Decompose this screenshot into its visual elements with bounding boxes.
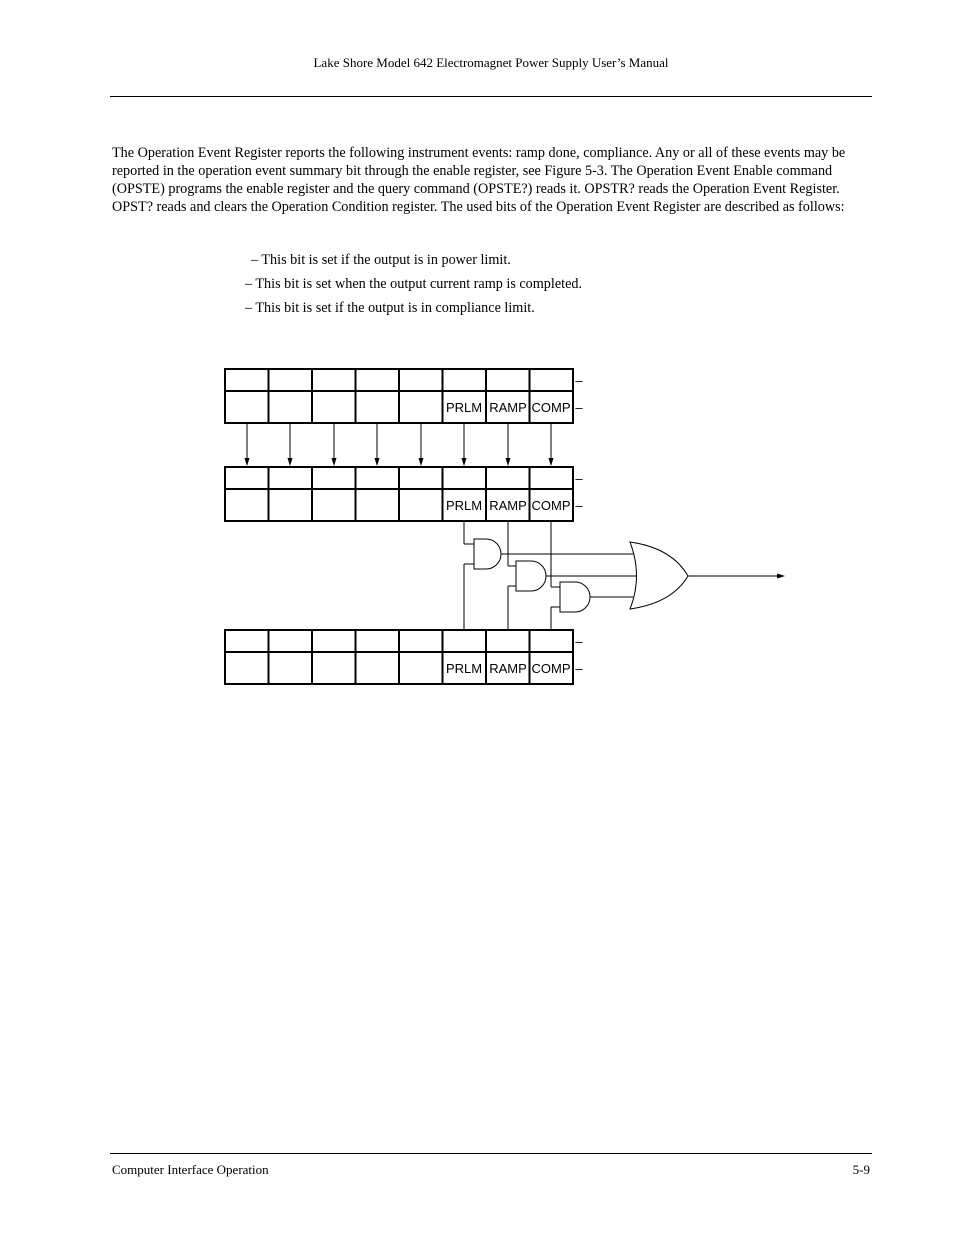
register1-bit-label: PRLM xyxy=(445,400,483,415)
register1-side-mark: – xyxy=(575,400,583,415)
register3-bit-label: COMP xyxy=(531,661,571,676)
register3-bit-label: RAMP xyxy=(489,661,527,676)
register2-bit-label: RAMP xyxy=(489,498,527,513)
and-gate-ramp xyxy=(508,521,637,630)
bit-description-prlm: – This bit is set if the output is in power limit. xyxy=(251,252,511,268)
footer-rule xyxy=(110,1153,872,1154)
register1-side-mark: – xyxy=(575,373,583,388)
running-header: Lake Shore Model 642 Electromagnet Power Supply User’s Manual xyxy=(313,55,669,70)
transfer-arrows xyxy=(247,424,551,465)
register2-bit-label: COMP xyxy=(531,498,571,513)
body-paragraph: The Operation Event Register reports the following instrument events: ramp done, compliance. Any or all of these events may be reported in the operation event summary bit through the enable register, see Figure 5-3. The Operation Event Enable command (OPSTE) programs the enable register and the query command (OPSTE?) reads it. OPSTR? reads the Operation Event Register. OPST? reads and clears the Operation Condition register. The used bits of the Operation Event Register are described as follows: xyxy=(112,145,846,215)
register2-side-mark: – xyxy=(575,471,583,486)
bit-description-ramp: – This bit is set when the output current ramp is completed. xyxy=(245,276,583,292)
or-gate xyxy=(630,542,784,609)
footer-section-title: Computer Interface Operation xyxy=(112,1162,269,1177)
register3-side-mark: – xyxy=(575,661,583,676)
page-number: 5-9 xyxy=(852,1162,870,1177)
register3-side-mark: – xyxy=(575,634,583,649)
register1-bit-label: COMP xyxy=(531,400,571,415)
register3-bit-label: PRLM xyxy=(445,661,483,676)
register2-bit-label: PRLM xyxy=(445,498,483,513)
bit-description-comp: – This bit is set if the output is in compliance limit. xyxy=(245,300,535,316)
register1-bit-label: RAMP xyxy=(489,400,527,415)
register2-side-mark: – xyxy=(575,498,583,513)
